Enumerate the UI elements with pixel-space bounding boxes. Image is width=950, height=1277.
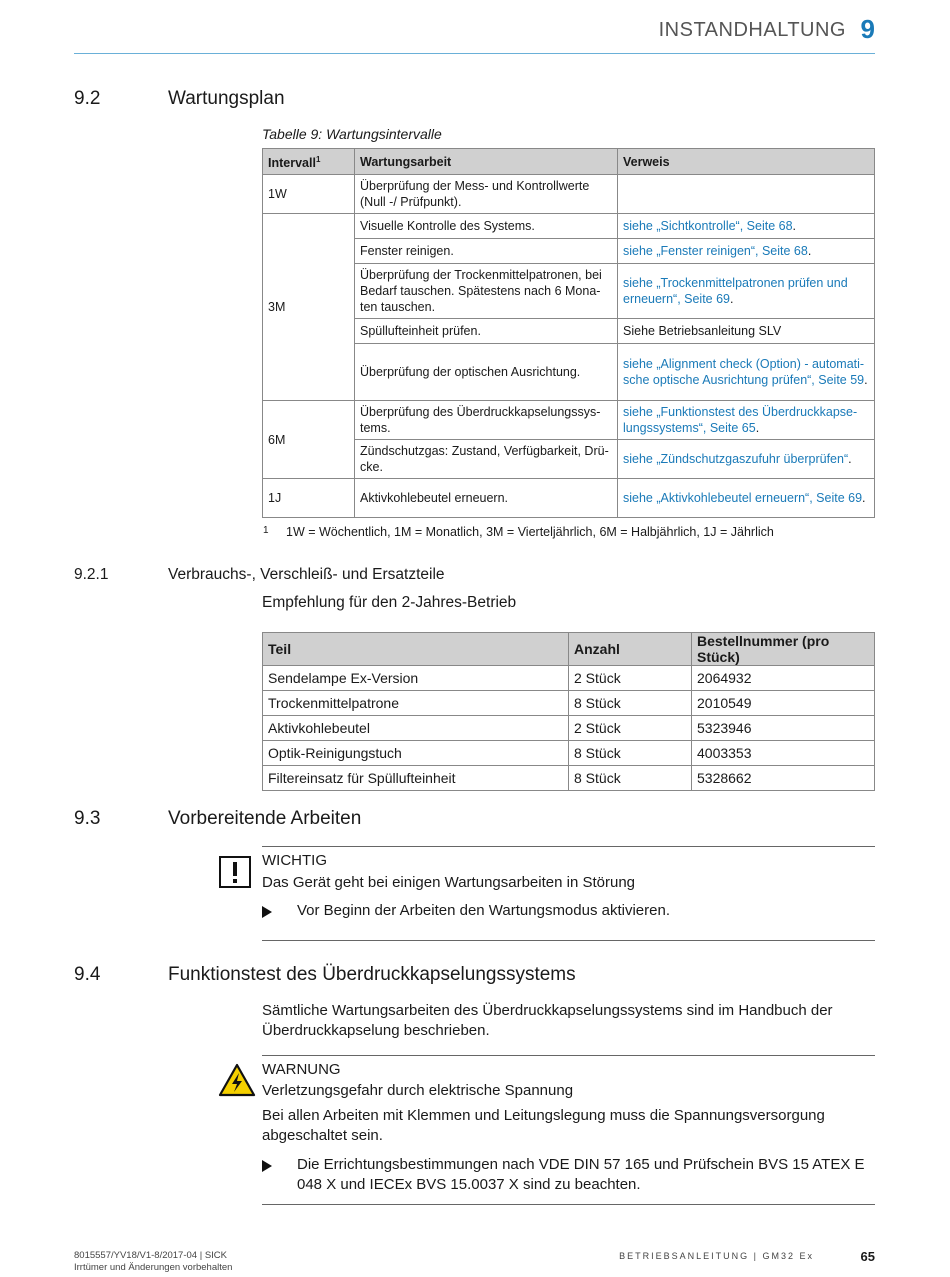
part-cell: Sendelampe Ex-Version [263,666,569,691]
table-caption: Tabelle 9: Wartungsintervalle [262,126,442,142]
task-cell: Überprüfung der Trockenmittelpatronen, bei Bedarf tauschen. Spätestens nach 6 Mona-ten tauschen. [355,264,618,319]
order-number-cell: 5323946 [692,716,875,741]
order-number-cell: 4003353 [692,741,875,766]
quantity-cell: 8 Stück [569,741,692,766]
reference-cell [618,479,875,518]
reference-cell [618,264,875,319]
table-row [263,214,875,239]
period: . [848,452,852,467]
task-cell: Aktivkohlebeutel erneuern. [355,479,618,518]
cross-reference-link[interactable]: siehe „Aktivkohlebeutel erneuern“, Seite 69 [623,491,863,506]
section-title: Vorbereitende Arbeiten [168,808,362,829]
subsection-number: 9.2.1 [74,566,109,583]
warning-top-rule [262,1055,875,1056]
table-row [263,344,875,401]
column-header-reference: Verweis [618,149,875,175]
section-title: Wartungsplan [168,88,285,109]
column-header-order-number: Bestellnummer (pro Stück) [692,633,875,666]
order-number-cell: 2064932 [692,666,875,691]
table-row [263,401,875,440]
reference-cell [618,239,875,264]
table-row [263,741,875,766]
section-paragraph: Sämtliche Wartungsarbeiten des Überdruckkapselungssystems sind im Handbuch der Überdruckkapselung beschrieben. [262,1002,833,1039]
triangle-bullet-icon [262,905,272,923]
column-label: Intervall [268,156,316,171]
part-cell: Filtereinsatz für Spüllufteinheit [263,766,569,791]
section-number: 9.3 [74,808,101,829]
reference-cell [618,214,875,239]
chapter-number: 9 [860,14,875,44]
quantity-cell: 2 Stück [569,716,692,741]
quantity-cell: 8 Stück [569,766,692,791]
cross-reference-link[interactable]: siehe „Sichtkontrolle“, Seite 68 [623,219,793,234]
reference-cell: Siehe Betriebsanleitung SLV [618,319,875,344]
warning-instruction: Die Errichtungsbestimmungen nach VDE DIN 57 165 und Prüfschein BVS 15 ATEX E 048 X und IECEx BVS 15.0037 X sind zu beachten. [297,1156,865,1193]
footnote-marker: 1 [263,525,269,536]
page-number: 65 [860,1249,875,1264]
column-header-task: Wartungsarbeit [355,149,618,175]
section-number: 9.4 [74,964,101,985]
subsection-subtitle: Empfehlung für den 2-Jahres-Betrieb [262,594,517,611]
interval-cell: 6M [263,401,355,479]
part-cell: Optik-Reinigungstuch [263,741,569,766]
part-cell: Aktivkohlebeutel [263,716,569,741]
exclamation-box-icon [219,856,251,893]
period: . [807,244,812,259]
subsection-title: Verbrauchs-, Verschleiß- und Ersatzteile [168,566,445,583]
section-title: Funktionstest des Überdruckkapselungssystems [168,964,576,985]
notice-instruction: Vor Beginn der Arbeiten den Wartungsmodus aktivieren. [297,902,670,919]
header-rule [74,53,875,54]
triangle-bullet-icon [262,1159,272,1177]
notice-top-rule [262,846,875,847]
period: . [864,373,868,388]
task-cell: Überprüfung der optischen Ausrichtung. [355,344,618,401]
task-cell: Visuelle Kontrolle des Systems. [355,214,618,239]
period: . [755,421,760,436]
column-header-quantity: Anzahl [569,633,692,666]
quantity-cell: 2 Stück [569,666,692,691]
reference-cell [618,401,875,440]
cross-reference-link[interactable]: siehe „Trockenmittelpatronen prüfen und erneuern“, Seite 69 [623,276,848,307]
reference-cell [618,175,875,214]
footnote-text: 1W = Wöchentlich, 1M = Monatlich, 3M = Vierteljährlich, 6M = Halbjährlich, 1J = Jährlich [286,525,774,539]
period: . [862,491,866,506]
footnote-ref: 1 [315,155,321,164]
table-row [263,691,875,716]
table-row [263,440,875,479]
period: . [730,292,734,307]
cross-reference-link[interactable]: siehe „Fenster reinigen“, Seite 68 [623,244,808,259]
warning-headline: Verletzungsgefahr durch elektrische Spannung [262,1082,574,1099]
task-cell: Zündschutzgas: Zustand, Verfügbarkeit, Drü-cke. [355,440,618,479]
table-row [263,666,875,691]
task-cell: Überprüfung der Mess- und Kontrollwerte (Null -/ Prüfpunkt). [355,175,618,214]
warning-text: Bei allen Arbeiten mit Klemmen und Leitungslegung muss die Spannungsversorgung abgeschaltet sein. [262,1107,825,1144]
cross-reference-link[interactable]: siehe „Funktionstest des Überdruckkapse-lungssystems“, Seite 65 [623,405,858,436]
table-row [263,479,875,518]
column-header-part: Teil [263,633,569,666]
task-cell: Fenster reinigen. [355,239,618,264]
notice-label: WICHTIG [262,852,327,869]
high-voltage-warning-icon [218,1063,256,1102]
notice-bottom-rule [262,940,875,941]
reference-cell [618,344,875,401]
table-row [263,175,875,214]
running-header-title: INSTANDHALTUNG [658,19,846,41]
table-row [263,766,875,791]
task-cell: Überprüfung des Überdruckkapselungssys-tems. [355,401,618,440]
table-row [263,239,875,264]
task-cell: Spüllufteinheit prüfen. [355,319,618,344]
part-cell: Trockenmittelpatrone [263,691,569,716]
order-number-cell: 5328662 [692,766,875,791]
notice-headline: Das Gerät geht bei einigen Wartungsarbeiten in Störung [262,874,636,891]
table-header-row [263,633,875,666]
quantity-cell: 8 Stück [569,691,692,716]
cross-reference-link[interactable]: siehe „Alignment check (Option) - automati-sche optische Ausrichtung prüfen“, Seite 59 [623,357,865,388]
table-header-row [263,149,875,175]
footer-manual-title: BETRIEBSANLEITUNG | GM32 Ex [619,1251,814,1261]
footer-disclaimer: Irrtümer und Änderungen vorbehalten [74,1262,233,1273]
period: . [792,219,797,234]
table-row [263,716,875,741]
table-row [263,319,875,344]
reference-cell [618,440,875,479]
section-number: 9.2 [74,88,101,109]
spare-parts-table [262,632,875,791]
interval-cell: 3M [263,214,355,401]
maintenance-interval-table [262,148,875,518]
warning-bottom-rule [262,1204,875,1205]
warning-label: WARNUNG [262,1061,341,1078]
interval-cell: 1W [263,175,355,214]
interval-cell: 1J [263,479,355,518]
column-header-interval [263,149,355,175]
cross-reference-link[interactable]: siehe „Zündschutzgaszufuhr überprüfen“ [623,452,849,467]
table-row [263,264,875,319]
footer-doc-id: 8015557/YV18/V1-8/2017-04 | SICK [74,1250,227,1261]
footer-document-info [74,1250,232,1274]
order-number-cell: 2010549 [692,691,875,716]
